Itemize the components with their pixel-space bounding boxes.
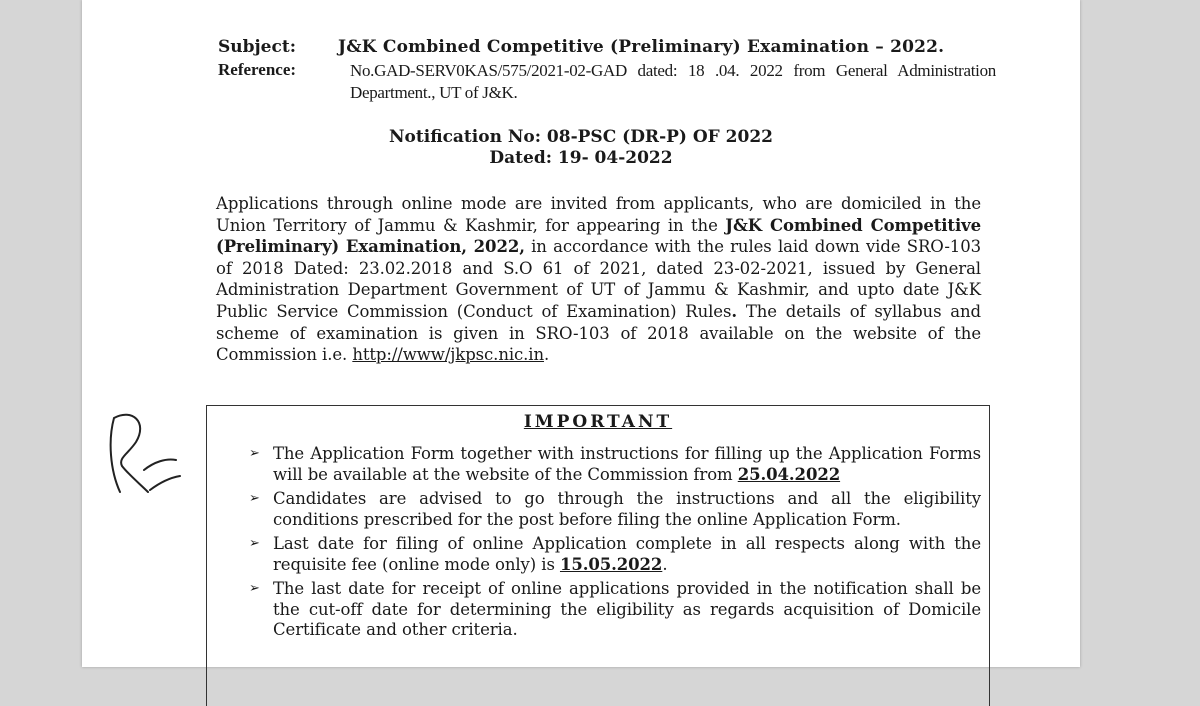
bullet-text: The Application Form together with instructions for filling up the Application Forms will be available at the website of the Commission from — [273, 444, 981, 484]
para-end: . — [544, 345, 550, 365]
commission-website-link[interactable]: http://www/jkpsc.nic.in — [352, 345, 545, 365]
notification-number: Notification No: 08-PSC (DR-P) OF 2022 — [389, 127, 773, 147]
list-item — [249, 444, 981, 485]
arrow-bullet-icon: ➢ — [249, 581, 260, 596]
arrow-bullet-icon: ➢ — [249, 536, 260, 551]
handwritten-signature-icon — [92, 400, 202, 520]
important-title — [207, 412, 989, 432]
para-text-2: in accordance with the rules laid down vide SRO-103 of 2018 Dated: 23.02.2018 and S.O 61 of 2021, dated 23-02-2021, issued by General Administration Department Government of UT of Jammu & Kashmir, and upto date J&K Public Service Commission (Conduct of Examination) Rules — [216, 237, 981, 321]
para-text-3: The details of syllabus and scheme of examination is given in SRO-103 of 2018 available on the website of the Commission i.e. — [216, 301, 982, 365]
arrow-bullet-icon: ➢ — [249, 491, 260, 506]
notification-date: Dated: 19- 04-2022 — [489, 148, 673, 168]
para-bold-2: . — [731, 301, 737, 321]
reference-label: Reference: — [218, 60, 297, 79]
bullet-after: . — [662, 554, 668, 574]
reference-text: No.GAD-SERV0KAS/575/2021-02-GAD dated: 18 .04. 2022 from General Administration Department., UT of J&K. — [350, 61, 996, 102]
arrow-bullet-icon: ➢ — [249, 446, 260, 461]
subject-text: J&K Combined Competitive (Preliminary) Examination – 2022. — [338, 37, 945, 57]
bullet-text: The last date for receipt of online applications provided in the notification shall be the cut-off date for determining the eligibility as regards acquisition of Domicile Certificate and other criteria. — [273, 579, 981, 639]
important-title-text: IMPORTANT — [523, 412, 673, 432]
document-page — [82, 0, 1080, 667]
list-item — [249, 489, 981, 530]
important-box — [206, 405, 990, 706]
bullet-date: 15.05.2022 — [559, 554, 663, 574]
subject-label: Subject: — [218, 37, 296, 57]
list-item — [249, 534, 981, 575]
bullet-text: Last date for filing of online Application complete in all respects along with the requisite fee (online mode only) is — [273, 534, 981, 574]
important-bullets — [249, 444, 981, 645]
para-text-1: Applications through online mode are invited from applicants, who are domiciled in the Union Territory of Jammu & Kashmir, for appearing in the — [216, 194, 981, 235]
list-item — [249, 579, 981, 641]
body-paragraph — [216, 193, 981, 366]
bullet-text: Candidates are advised to go through the instructions and all the eligibility conditions prescribed for the post before filing the online Application Form. — [273, 489, 981, 529]
bullet-date: 25.04.2022 — [737, 464, 841, 484]
para-bold-1: J&K Combined Competitive (Preliminary) Examination, 2022, — [216, 215, 981, 257]
